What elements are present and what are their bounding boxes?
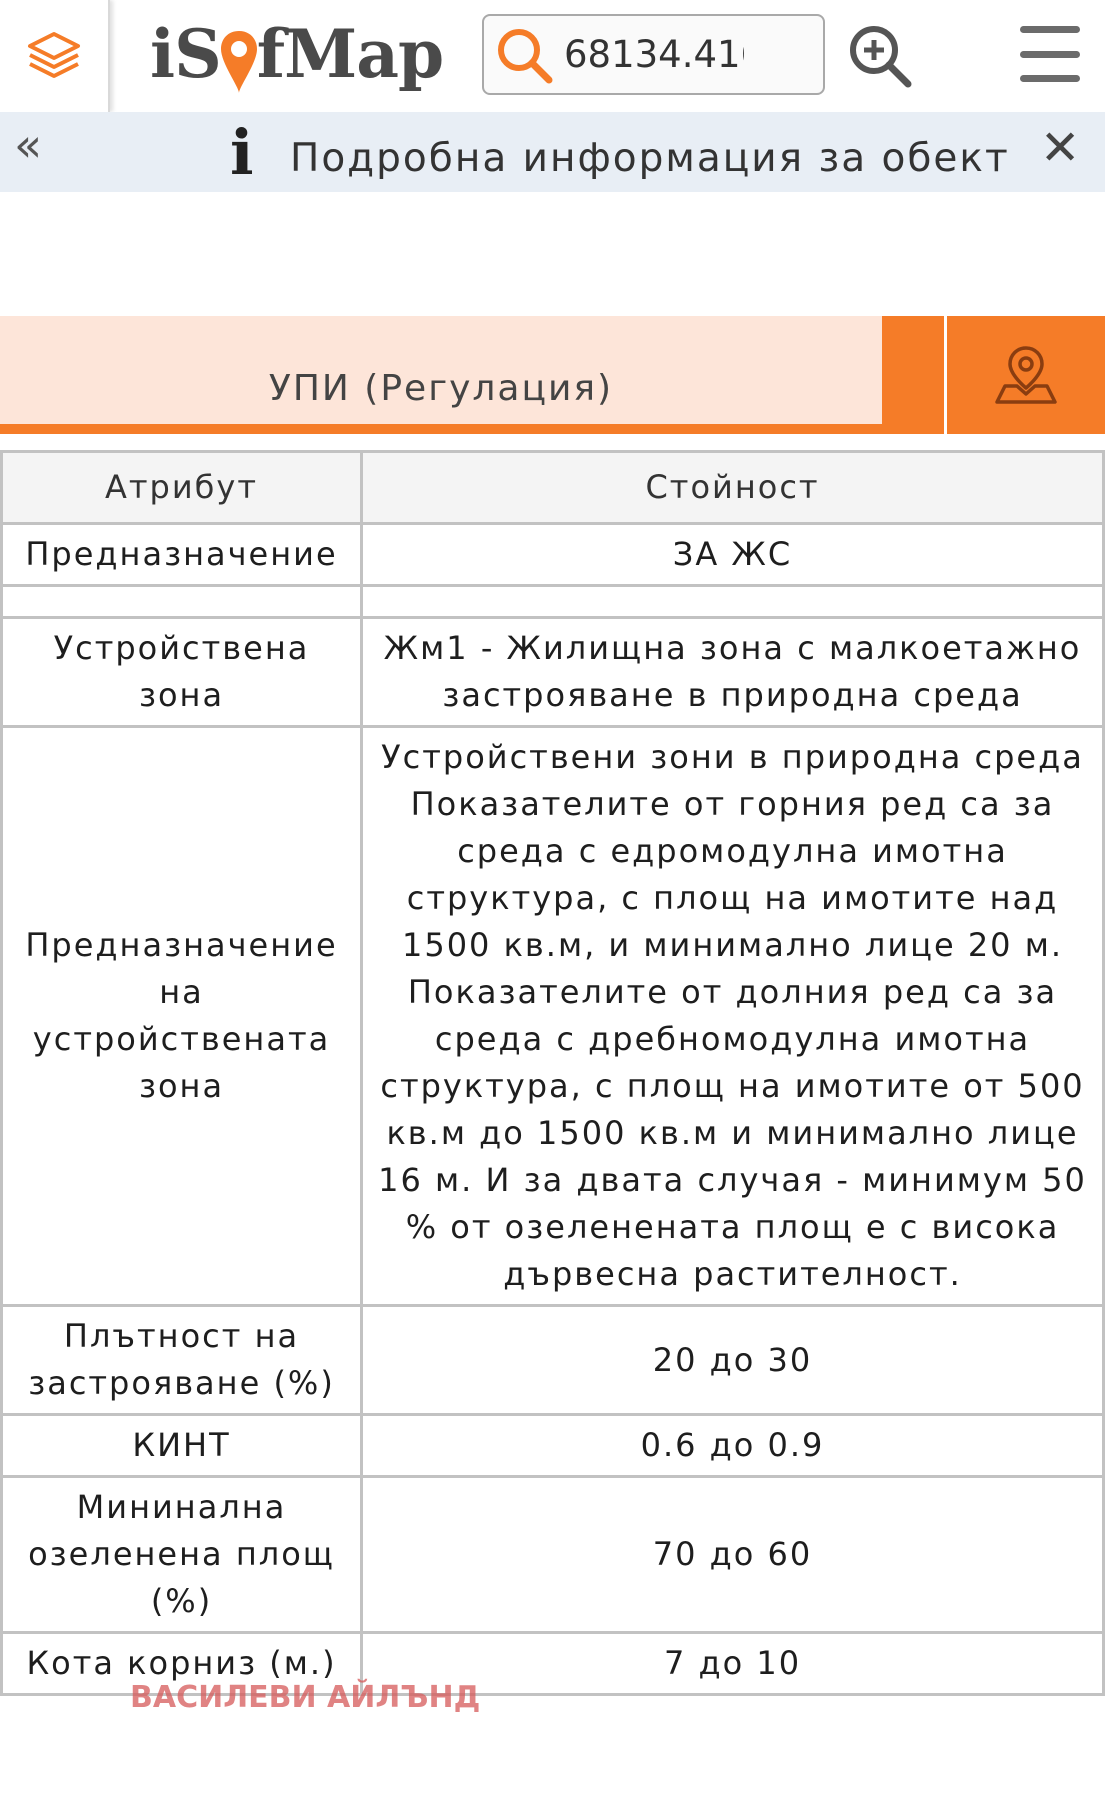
column-header-attribute: Атрибут	[2, 452, 362, 524]
value-cell: 20 до 30	[362, 1306, 1104, 1415]
value-cell: 70 до 60	[362, 1477, 1104, 1633]
logo-pin-icon	[219, 29, 259, 95]
attribute-cell: Плътност на застрояване (%)	[2, 1306, 362, 1415]
section-tab-divider	[882, 316, 944, 434]
info-bar	[0, 112, 1105, 192]
attribute-cell: КИНТ	[2, 1415, 362, 1477]
table-row	[2, 1306, 1104, 1415]
logo-text-right: fMap	[256, 15, 444, 93]
section-header	[0, 316, 1105, 434]
column-header-value: Стойност	[362, 452, 1104, 524]
table-row-empty	[2, 586, 1104, 618]
section-title: УПИ (Регулация)	[268, 368, 614, 409]
zoom-in-button[interactable]	[842, 18, 918, 94]
value-cell: 0.6 до 0.9	[362, 1415, 1104, 1477]
layers-icon	[26, 28, 82, 84]
table-row	[2, 1477, 1104, 1633]
attribute-table	[0, 450, 1105, 1696]
logo-text-left: iS	[150, 15, 221, 93]
value-cell: Устройствени зони в природна среда Показателите от горния ред са за среда с едромодулна имотна структура, с площ на имотите над 1500 кв.м, и минимално лице 20 м. Показателите от долния ред са за среда с дребномодулна имотна структура, с площ на имотите от 500 кв.м до 1500 кв.м и минимално лице 16 м. И за двата случая - минимум 50 % от озеленената площ е с висока дървесна растителност.	[362, 727, 1104, 1306]
attribute-cell: Кота корниз (м.)	[2, 1633, 362, 1695]
value-cell: 7 до 10	[362, 1633, 1104, 1695]
top-bar	[0, 0, 1105, 112]
attribute-cell	[2, 586, 362, 618]
show-on-map-button[interactable]	[947, 316, 1105, 434]
table-row	[2, 618, 1104, 727]
zoom-in-icon	[845, 21, 915, 91]
table-row	[2, 524, 1104, 586]
table-row	[2, 1415, 1104, 1477]
table-header-row	[2, 452, 1104, 524]
watermark: ВАСИЛЕВИ АЙЛЪНД	[130, 1680, 481, 1715]
attribute-cell: Предназначение	[2, 524, 362, 586]
panel-title: Подробна информация за обект	[290, 136, 1010, 181]
close-panel-button[interactable]: ✕	[1040, 120, 1081, 176]
layers-button[interactable]	[0, 0, 110, 112]
value-cell: ЗА ЖС	[362, 524, 1104, 586]
table-row	[2, 727, 1104, 1306]
info-icon: i	[230, 116, 254, 189]
collapse-panel-button[interactable]: «	[14, 118, 43, 172]
value-cell	[362, 586, 1104, 618]
search-icon[interactable]	[484, 16, 564, 94]
isofmap-logo[interactable]	[150, 14, 443, 94]
attribute-cell: Устройствена зона	[2, 618, 362, 727]
value-cell: Жм1 - Жилищна зона с малкоетажно застрояване в природна среда	[362, 618, 1104, 727]
attribute-cell: Предназначение на устройствената зона	[2, 727, 362, 1306]
map-pin-icon	[993, 342, 1059, 408]
hamburger-menu-icon[interactable]	[1020, 26, 1080, 82]
search-input[interactable]	[564, 33, 744, 76]
search-box[interactable]	[482, 14, 825, 95]
attribute-cell: Мининална озеленена площ (%)	[2, 1477, 362, 1633]
